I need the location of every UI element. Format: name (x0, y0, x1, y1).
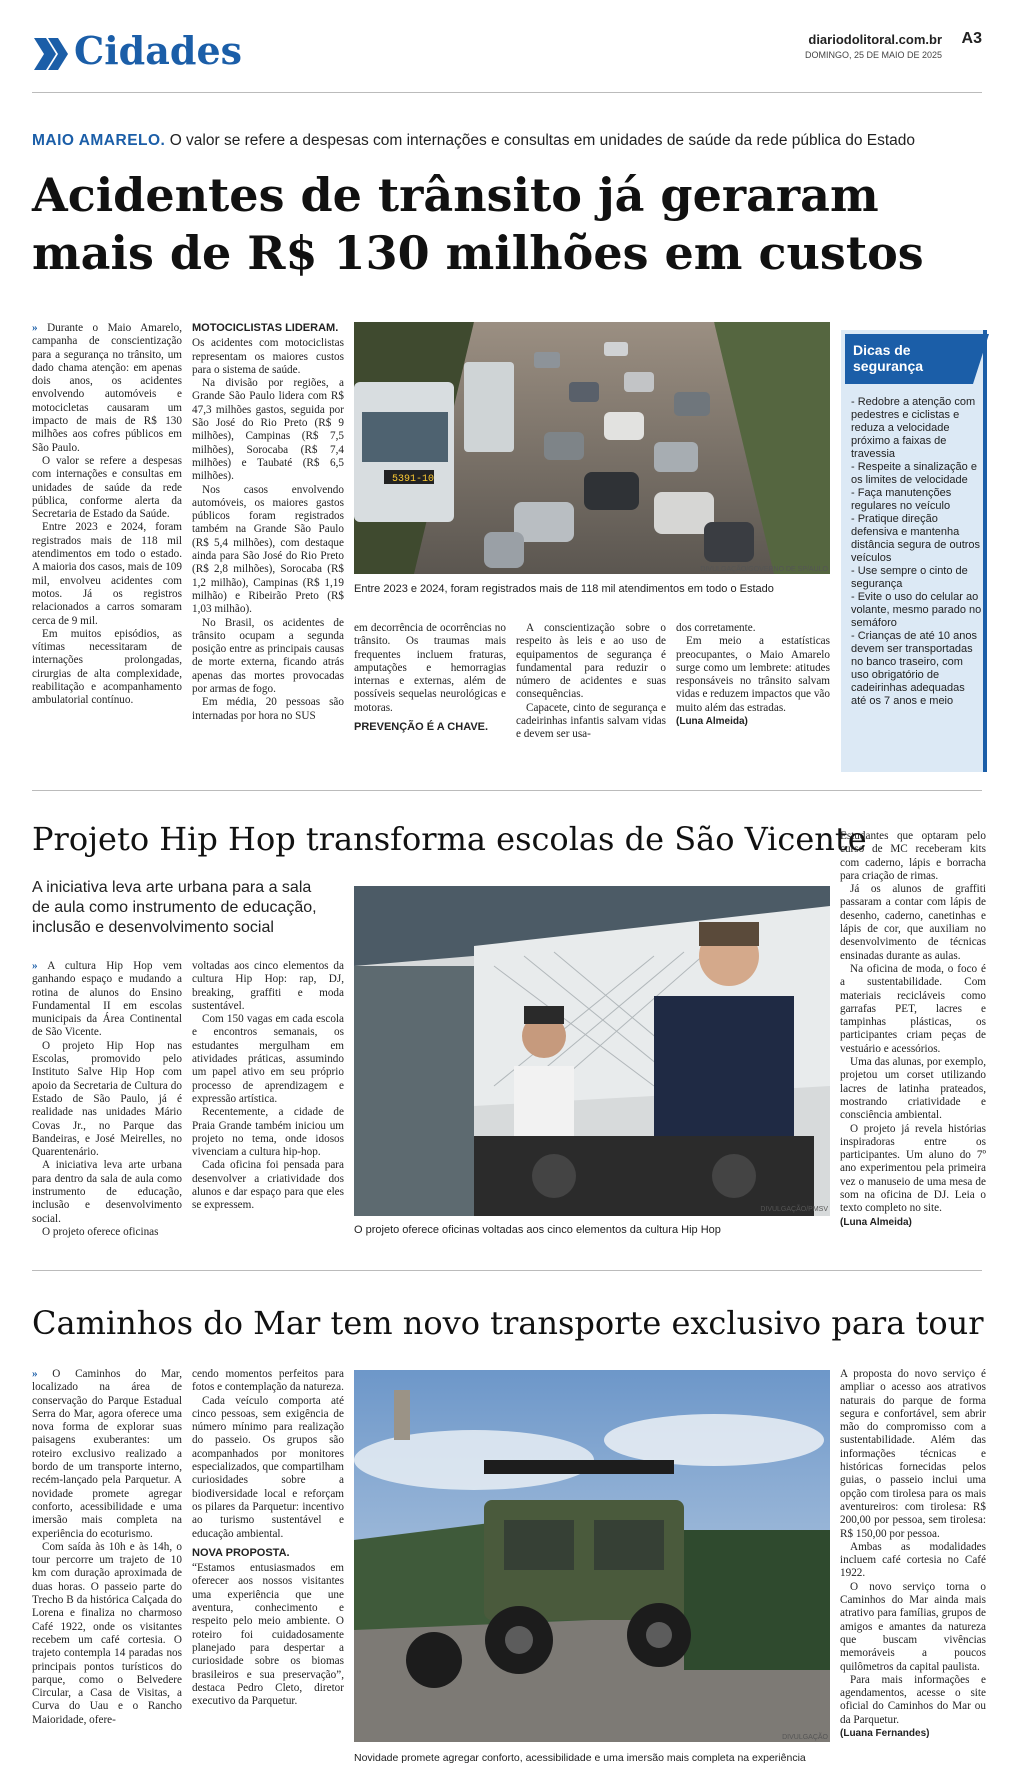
paragraph (32, 1368, 182, 1541)
story1-kicker-text: O valor se refere a despesas com internações e consultas em unidades de saúde da rede pública do Estado (169, 132, 916, 149)
story2-author: (Luna Almeida) (840, 1216, 912, 1228)
story1-caption: Entre 2023 e 2024, foram registrados mais de 118 mil atendimentos em todo o Estado (354, 583, 774, 595)
paragraph: Para mais informações e agendamentos, acesse o site oficial do Caminhos do Mar ou da Parquetur. (840, 1673, 986, 1726)
story1-column-4 (516, 622, 666, 752)
paragraph: No Brasil, os acidentes de trânsito ocupam a segunda posição entre as principais causas de morte externa, ficando atrás apenas das mortes provocadas por armas de fogo. (192, 616, 344, 696)
safety-tips-title-line1: Dicas de (853, 342, 911, 358)
paragraph: Cada oficina foi pensada para desenvolver a criatividade dos alunos e dar espaço para que eles se expressem. (192, 1159, 344, 1212)
paragraph: O projeto oferece oficinas (42, 1225, 159, 1238)
safety-tips-box (841, 330, 987, 772)
paragraph: Uma das alunas, por exemplo, projetou um corset utilizando lacres de latinha prateados, mostrando criatividade e consciência ambiental. (840, 1056, 986, 1122)
story1-column-3 (354, 622, 506, 752)
paragraph-text: Durante o Maio Amarelo, campanha de conscientização para a segurança no trânsito, um dado chama atenção: em apenas dois anos, os acidentes envolvendo automóveis e motocicletas causaram um impacto de mais de R$ 130 milhões aos cofres públicos em São Paulo. (32, 322, 182, 454)
bus-sign: 5391-10 (392, 474, 435, 485)
site-url: diariodolitoral.com.br (808, 32, 942, 47)
issue-date: DOMINGO, 25 DE MAIO DE 2025 (804, 50, 942, 60)
paragraph: Entre 2023 e 2024, foram registrados mais de 118 mil atendimentos em todo o estado. A maioria dos casos, mais de 109 mil, envolveu acidentes com motos. Já os registros relacionados a carros somaram cerca de 9 mil. (32, 521, 182, 627)
paragraph: Na divisão por regiões, a Grande São Paulo lidera com R$ 47,3 milhões gastos, seguida por São José do Rio Preto (R$ 9 milhões), Campinas (R$ 7,5 milhões), Sorocaba (R$ 7,4 milhões) e Taubaté (R$ 6,5 milhões). (192, 377, 344, 483)
story3-column-3 (840, 1368, 986, 1778)
paragraph: O novo serviço torna o Caminhos do Mar ainda mais atrativo para famílias, grupos de amigos e amantes da natureza que buscam vivências memoráveis a poucos quilômetros da capital paulista. (840, 1580, 986, 1673)
story1-headline-line1: Acidentes de trânsito já geraram (32, 168, 879, 222)
page-number: A3 (961, 30, 982, 47)
story1-photo-credit: DIVULGAÇÃO/GOVERNO DE SP/AULO (700, 566, 828, 573)
story1-column-1 (32, 322, 182, 752)
story1-kicker-label: MAIO AMARELO. (32, 132, 166, 149)
paragraph (32, 960, 182, 1040)
vehicle-photo (354, 1370, 830, 1742)
hiphop-photo (354, 886, 830, 1216)
paragraph: O projeto Hip Hop nas Escolas, promovido pelo Instituto Salve Hip Hop com apoio da Secretaria de Cultura do Estado de São Paulo, já é realidade nas unidades Mário Covas Jr., no Parque das Bandeiras, e José Meirelles, no Quarentenário. (32, 1039, 182, 1159)
section-title: Cidades (74, 28, 243, 73)
safety-tips-list (851, 396, 983, 708)
paragraph: cendo momentos perfeitos para fotos e contemplação da natureza. (192, 1368, 344, 1394)
story1-column-5 (676, 622, 830, 752)
story-divider-2 (32, 1270, 982, 1271)
traffic-photo (354, 322, 830, 574)
story3-caption: Novidade promete agregar conforto, acessibilidade e uma imersão mais completa na experiência (354, 1752, 806, 1764)
story2-column-3 (840, 830, 986, 1252)
story1-headline-line2: mais de R$ 130 milhões em custos (32, 226, 924, 280)
tip-item: - Redobre a atenção com pedestres e ciclistas e reduza a velocidade próximo a faixas de travessia (851, 396, 976, 460)
lead-chevron-icon: » (32, 322, 38, 334)
vehicle-image (354, 1370, 830, 1742)
paragraph: Nos casos envolvendo automóveis, os maiores gastos públicos foram registrados também na Grande São Paulo (R$ 5,4 milhões), com destaque ainda para São José do Rio Preto (R$ 2,8 milhões), Sorocaba (R$ 1,2 milhão), Campinas (R$ 1,19 milhão) e Ribeirão Preto (R$ 1,03 milhão). (192, 483, 344, 616)
paragraph: A conscientização sobre o respeito às leis e ao uso de equipamentos de segurança é fundamental para reduzir o número de acidentes e suas consequências. (516, 622, 666, 701)
paragraph: Em muitos episódios, as vítimas necessitaram de internações prolongadas, cirurgias de alta complexidade, reabilitação e acompanhamento ambulatorial contínuo. (32, 627, 182, 707)
story2-deck: A iniciativa leva arte urbana para a sala de aula como instrumento de educação, inclusão e desenvolvimento social (32, 879, 317, 936)
story1-kicker (32, 132, 915, 150)
story-divider-1 (32, 790, 982, 791)
paragraph: Cada veículo comporta até cinco pessoas, sem exigência de número mínimo para realização do passeio. Os grupos são acompanhados por monitores especializados, que compartilham curiosidades sobre a biodiversidade local e reforçam os pilares da Parquetur: incentivo ao turismo sustentável e educação ambiental. (192, 1394, 344, 1540)
story2-column-2 (192, 960, 344, 1252)
paragraph: Capacete, cinto de segurança e cadeirinhas infantis salvam vidas e devem ser usa- (516, 701, 666, 741)
story2-caption: O projeto oferece oficinas voltadas aos cinco elementos da cultura Hip Hop (354, 1224, 721, 1236)
story1-subhead-2: PREVENÇÃO É A CHAVE. (354, 721, 489, 734)
paragraph: A proposta do novo serviço é ampliar o acesso aos atrativos naturais do parque de forma segura e confortável, sem abrir mão do compromisso com a sustentabilidade. Além das informações técnicas e históricas fornecidas pelos guias, o passeio inclui uma opção com tirolesa para os mais aventureiros: com tirolesa: R$ 200,00 por pessoa, sem tirolesa: R$ 150,00 por pessoa. (840, 1368, 986, 1540)
tip-item: - Evite o uso do celular ao volante, mesmo parado no semáforo (851, 591, 982, 629)
hiphop-image (354, 886, 830, 1216)
safety-tips-title (845, 334, 973, 384)
tip-item: - Respeite a sinalização e os limites de velocidade (851, 461, 977, 486)
paragraph: A iniciativa leva arte urbana para dentro da sala de aula como instrumento de educação, inclusão e desenvolvimento social. (32, 1159, 182, 1225)
story3-subhead: NOVA PROPOSTA. (192, 1546, 290, 1559)
story2-column-1 (32, 960, 182, 1252)
header-divider (32, 92, 982, 93)
story3-photo-credit: DIVULGAÇÃO (782, 1734, 828, 1741)
paragraph: O valor se refere a despesas com internações e consultas em unidades de saúde da rede pública, conforme alerta da Secretaria de Estado da Saúde. (32, 454, 182, 521)
story1-headline (32, 166, 982, 282)
story3-headline: Caminhos do Mar tem novo transporte exclusivo para tour (32, 1304, 984, 1342)
paragraph: Estudantes que optaram pelo curso de MC receberam kits com caderno, lápis e borracha para criação de rimas. (840, 830, 986, 882)
paragraph-text: A cultura Hip Hop vem ganhando espaço e mudando a rotina de alunos do Ensino Fundamental II em escolas municipais da Área Continental de São Vicente. (32, 960, 182, 1039)
section-chevron-icon (32, 36, 72, 72)
paragraph: em decorrência de ocorrências no trânsito. Os traumas mais frequentes incluem fraturas, amputações e hemorragias internas e externas, além de possíveis sequelas neurológicas e motoras. (354, 622, 506, 714)
story1-subhead-1: MOTOCICLISTAS LIDERAM. (192, 322, 339, 334)
story3-column-1 (32, 1368, 182, 1778)
paragraph: Com 150 vagas em cada escola e encontros semanais, os estudantes mergulham em atividades práticas, assumindo um papel ativo em seu próprio processo de aprendizagem e expressão artística. (192, 1013, 344, 1105)
traffic-image (354, 322, 830, 574)
paragraph: Com saída às 10h e às 14h, o tour percorre um trajeto de 10 km com duração aproximada de duas horas. O passeio parte do Trecho B da histórica Calçada do Lorena e finaliza no charmoso Café 1922, onde os visitantes recebem um café cortesia. O trajeto contempla 14 paradas nos principais pontos turísticos do parque, como o Belvedere Circular, a Casa de Visitas, a Curva do Uau e o Rancho Maioridade, ofere- (32, 1540, 182, 1726)
story1-column-2 (192, 322, 344, 752)
story3-author: (Luana Fernandes) (840, 1728, 930, 1740)
paragraph: dos corretamente. (676, 622, 756, 634)
tip-item: - Faça manutenções regulares no veículo (851, 487, 952, 512)
paragraph: Em média, 20 pessoas são internadas por hora no SUS (192, 696, 344, 722)
tip-item: - Pratique direção defensiva e mantenha distância segura de outros veículos (851, 513, 981, 564)
tip-item: - Crianças de até 10 anos devem ser transportadas no banco traseiro, com uso obrigatório de cadeirinhas adequadas até os 7 anos e meio (851, 630, 977, 707)
paragraph: voltadas aos cinco elementos da cultura Hip Hop: rap, DJ, breaking, graffiti e moda sustentável. (192, 960, 344, 1012)
safety-tips-title-line2: segurança (853, 358, 924, 374)
paragraph-text: O Caminhos do Mar, localizado na área de conservação do Parque Estadual Serra do Mar, agora oferece uma nova forma de explorar suas paisagens exuberantes: um roteiro exclusivo realizado a bordo de um transporte interno, recém-lançado pela Parquetur. A novidade promete agregar conforto, acessibilidade e uma imersão mais completa na experiência do ecoturismo. (32, 1368, 182, 1540)
paragraph: Já os alunos de graffiti passaram a contar com lápis de desenho, caderno, canetinhas e lápis de cor, que auxiliam no desenvolvimento de técnicas ensinadas durante as aulas. (840, 883, 986, 962)
paragraph: Recentemente, a cidade de Praia Grande também iniciou um projeto no tema, onde idosos vivenciam a cultura hip-hop. (192, 1106, 344, 1159)
story3-column-2 (192, 1368, 344, 1778)
page-header (32, 28, 982, 88)
paragraph: Em meio a estatísticas preocupantes, o Maio Amarelo surge como um lembrete: atitudes responsáveis no trânsito salvam vidas e reduzem impactos que vão muito além das estradas. (676, 635, 830, 714)
paragraph: Na oficina de moda, o foco é a sustentabilidade. Com materiais recicláveis como garrafas PET, lacres e tampinhas plásticas, os participantes criam peças de vestuário e acessórios. (840, 962, 986, 1055)
lead-chevron-icon: » (32, 1368, 38, 1380)
paragraph (32, 322, 182, 455)
story1-author: (Luna Almeida) (676, 716, 748, 728)
paragraph: “Estamos entusiasmados em oferecer aos nossos visitantes uma experiência que une aventura, conhecimento e respeito pelo meio ambiente. O roteiro foi cuidadosamente planejado para despertar a curiosidade sobre os biomas brasileiros e sua preservação”, destaca Pedro Cleto, diretor executivo da Parquetur. (192, 1562, 344, 1708)
lead-chevron-icon: » (32, 960, 38, 972)
story2-headline: Projeto Hip Hop transforma escolas de São Vicente (32, 820, 867, 858)
paragraph: Ambas as modalidades incluem café cortesia no Café 1922. (840, 1540, 986, 1580)
tip-item: - Use sempre o cinto de segurança (851, 565, 968, 590)
paragraph: Os acidentes com motociclistas representam os maiores custos para o sistema de saúde. (192, 337, 344, 376)
paragraph: O projeto já revela histórias inspiradoras entre os participantes. Um aluno do 7º ano experimentou pela primeira vez o manuseio de uma mesa de som na oficina de DJ. Leia o texto completo no site. (840, 1122, 986, 1215)
story2-photo-credit: DIVULGAÇÃO/PMSV (760, 1206, 828, 1213)
